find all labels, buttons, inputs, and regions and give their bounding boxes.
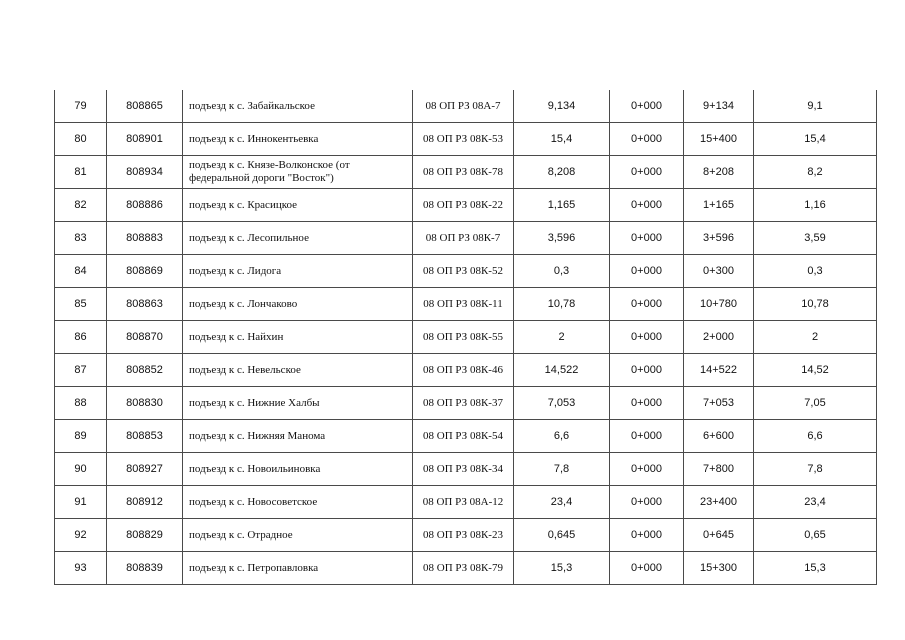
end-km-cell: 15+400 (684, 123, 754, 156)
length-cell: 9,134 (514, 90, 610, 123)
road-code-cell: 08 ОП РЗ 08К-79 (413, 552, 514, 585)
row-number-cell: 81 (55, 156, 107, 189)
roads-table (54, 90, 877, 585)
road-name-cell: подъезд к с. Новосоветское (183, 486, 413, 519)
road-name-cell: подъезд к с. Отрадное (183, 519, 413, 552)
start-km-cell: 0+000 (610, 519, 684, 552)
start-km-cell: 0+000 (610, 255, 684, 288)
total-length-cell: 15,4 (754, 123, 877, 156)
road-id-cell: 808869 (107, 255, 183, 288)
table-row (55, 486, 877, 519)
end-km-cell: 0+645 (684, 519, 754, 552)
total-length-cell: 23,4 (754, 486, 877, 519)
total-length-cell: 15,3 (754, 552, 877, 585)
start-km-cell: 0+000 (610, 486, 684, 519)
end-km-cell: 2+000 (684, 321, 754, 354)
road-code-cell: 08 ОП РЗ 08К-53 (413, 123, 514, 156)
end-km-cell: 1+165 (684, 189, 754, 222)
start-km-cell: 0+000 (610, 354, 684, 387)
road-code-cell: 08 ОП РЗ 08К-34 (413, 453, 514, 486)
table-row (55, 519, 877, 552)
road-id-cell: 808829 (107, 519, 183, 552)
total-length-cell: 0,3 (754, 255, 877, 288)
length-cell: 23,4 (514, 486, 610, 519)
road-id-cell: 808886 (107, 189, 183, 222)
length-cell: 1,165 (514, 189, 610, 222)
length-cell: 14,522 (514, 354, 610, 387)
table-row (55, 123, 877, 156)
end-km-cell: 23+400 (684, 486, 754, 519)
start-km-cell: 0+000 (610, 552, 684, 585)
start-km-cell: 0+000 (610, 222, 684, 255)
table-row (55, 354, 877, 387)
road-id-cell: 808830 (107, 387, 183, 420)
row-number-cell: 89 (55, 420, 107, 453)
road-id-cell: 808901 (107, 123, 183, 156)
start-km-cell: 0+000 (610, 453, 684, 486)
length-cell: 0,3 (514, 255, 610, 288)
row-number-cell: 90 (55, 453, 107, 486)
road-name-cell: подъезд к с. Лидога (183, 255, 413, 288)
length-cell: 10,78 (514, 288, 610, 321)
total-length-cell: 7,8 (754, 453, 877, 486)
total-length-cell: 6,6 (754, 420, 877, 453)
start-km-cell: 0+000 (610, 189, 684, 222)
row-number-cell: 87 (55, 354, 107, 387)
total-length-cell: 14,52 (754, 354, 877, 387)
end-km-cell: 6+600 (684, 420, 754, 453)
total-length-cell: 2 (754, 321, 877, 354)
end-km-cell: 10+780 (684, 288, 754, 321)
total-length-cell: 10,78 (754, 288, 877, 321)
row-number-cell: 86 (55, 321, 107, 354)
road-name-cell: подъезд к с. Новоильиновка (183, 453, 413, 486)
road-name-cell: подъезд к с. Лесопильное (183, 222, 413, 255)
roads-table-body (55, 90, 877, 585)
row-number-cell: 84 (55, 255, 107, 288)
start-km-cell: 0+000 (610, 321, 684, 354)
row-number-cell: 80 (55, 123, 107, 156)
end-km-cell: 15+300 (684, 552, 754, 585)
road-name-cell: подъезд к с. Петропавловка (183, 552, 413, 585)
road-code-cell: 08 ОП РЗ 08К-37 (413, 387, 514, 420)
road-name-cell: подъезд к с. Найхин (183, 321, 413, 354)
start-km-cell: 0+000 (610, 123, 684, 156)
end-km-cell: 14+522 (684, 354, 754, 387)
length-cell: 2 (514, 321, 610, 354)
table-row (55, 222, 877, 255)
start-km-cell: 0+000 (610, 420, 684, 453)
row-number-cell: 92 (55, 519, 107, 552)
total-length-cell: 1,16 (754, 189, 877, 222)
length-cell: 7,8 (514, 453, 610, 486)
table-row (55, 288, 877, 321)
road-code-cell: 08 ОП РЗ 08А-12 (413, 486, 514, 519)
road-code-cell: 08 ОП РЗ 08К-78 (413, 156, 514, 189)
length-cell: 15,4 (514, 123, 610, 156)
road-code-cell: 08 ОП РЗ 08К-22 (413, 189, 514, 222)
row-number-cell: 82 (55, 189, 107, 222)
road-id-cell: 808912 (107, 486, 183, 519)
table-row (55, 321, 877, 354)
start-km-cell: 0+000 (610, 387, 684, 420)
road-name-cell: подъезд к с. Лончаково (183, 288, 413, 321)
table-row (55, 552, 877, 585)
road-code-cell: 08 ОП РЗ 08А-7 (413, 90, 514, 123)
total-length-cell: 0,65 (754, 519, 877, 552)
road-code-cell: 08 ОП РЗ 08К-23 (413, 519, 514, 552)
road-id-cell: 808865 (107, 90, 183, 123)
total-length-cell: 3,59 (754, 222, 877, 255)
road-id-cell: 808870 (107, 321, 183, 354)
row-number-cell: 91 (55, 486, 107, 519)
road-id-cell: 808927 (107, 453, 183, 486)
road-code-cell: 08 ОП РЗ 08К-11 (413, 288, 514, 321)
road-name-cell: подъезд к с. Иннокентьевка (183, 123, 413, 156)
length-cell: 6,6 (514, 420, 610, 453)
end-km-cell: 8+208 (684, 156, 754, 189)
end-km-cell: 3+596 (684, 222, 754, 255)
table-row (55, 156, 877, 189)
length-cell: 15,3 (514, 552, 610, 585)
road-code-cell: 08 ОП РЗ 08К-7 (413, 222, 514, 255)
table-row (55, 255, 877, 288)
road-id-cell: 808883 (107, 222, 183, 255)
end-km-cell: 9+134 (684, 90, 754, 123)
end-km-cell: 7+800 (684, 453, 754, 486)
road-code-cell: 08 ОП РЗ 08К-54 (413, 420, 514, 453)
row-number-cell: 83 (55, 222, 107, 255)
row-number-cell: 85 (55, 288, 107, 321)
row-number-cell: 79 (55, 90, 107, 123)
total-length-cell: 8,2 (754, 156, 877, 189)
length-cell: 0,645 (514, 519, 610, 552)
end-km-cell: 0+300 (684, 255, 754, 288)
row-number-cell: 93 (55, 552, 107, 585)
total-length-cell: 9,1 (754, 90, 877, 123)
road-id-cell: 808853 (107, 420, 183, 453)
road-name-cell: подъезд к с. Красицкое (183, 189, 413, 222)
road-id-cell: 808934 (107, 156, 183, 189)
road-name-cell: подъезд к с. Князе-Волконское (от федеральной дороги "Восток") (183, 156, 413, 189)
table-row (55, 90, 877, 123)
end-km-cell: 7+053 (684, 387, 754, 420)
start-km-cell: 0+000 (610, 156, 684, 189)
length-cell: 3,596 (514, 222, 610, 255)
road-id-cell: 808839 (107, 552, 183, 585)
road-id-cell: 808852 (107, 354, 183, 387)
start-km-cell: 0+000 (610, 288, 684, 321)
table-row (55, 387, 877, 420)
road-name-cell: подъезд к с. Невельское (183, 354, 413, 387)
road-name-cell: подъезд к с. Нижняя Манома (183, 420, 413, 453)
table-row (55, 420, 877, 453)
length-cell: 8,208 (514, 156, 610, 189)
total-length-cell: 7,05 (754, 387, 877, 420)
table-row (55, 189, 877, 222)
road-code-cell: 08 ОП РЗ 08К-46 (413, 354, 514, 387)
table-row (55, 453, 877, 486)
row-number-cell: 88 (55, 387, 107, 420)
road-name-cell: подъезд к с. Нижние Халбы (183, 387, 413, 420)
road-code-cell: 08 ОП РЗ 08К-52 (413, 255, 514, 288)
road-id-cell: 808863 (107, 288, 183, 321)
length-cell: 7,053 (514, 387, 610, 420)
road-code-cell: 08 ОП РЗ 08К-55 (413, 321, 514, 354)
start-km-cell: 0+000 (610, 90, 684, 123)
road-name-cell: подъезд к с. Забайкальское (183, 90, 413, 123)
